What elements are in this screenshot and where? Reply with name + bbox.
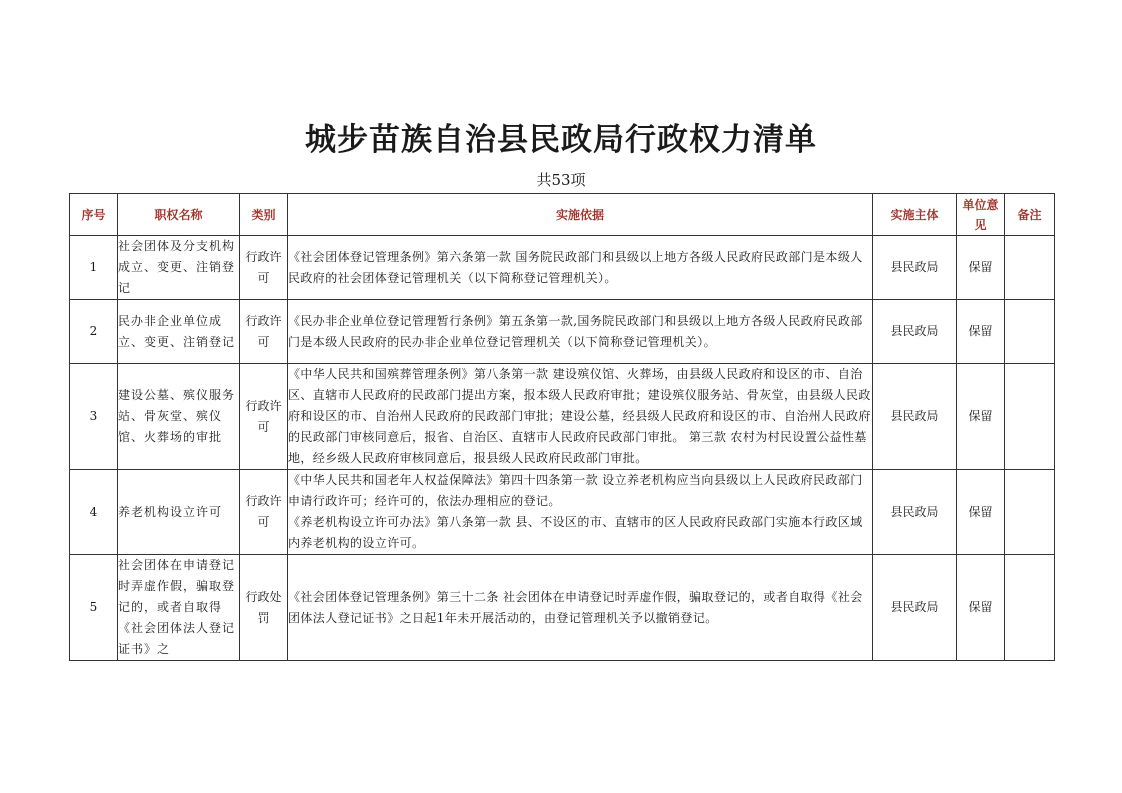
table-row bbox=[70, 236, 1055, 300]
page-title: 城步苗族自治县民政局行政权力清单 bbox=[305, 122, 817, 158]
cell-subject: 县民政局 bbox=[873, 470, 957, 555]
header-index: 序号 bbox=[70, 194, 118, 236]
cell-basis bbox=[288, 470, 873, 555]
cell-index: 1 bbox=[70, 236, 118, 300]
cell-name: 建设公墓、殡仪服务站、骨灰堂、殡仪馆、火葬场的审批 bbox=[118, 364, 240, 470]
cell-name bbox=[118, 555, 240, 661]
table-header-row bbox=[70, 194, 1055, 236]
cell-category: 行政处罚 bbox=[240, 555, 288, 661]
cell-basis bbox=[288, 300, 873, 364]
cell-remark bbox=[1005, 555, 1055, 661]
basis-text: 《中华人民共和国殡葬管理条例》第八条第一款 建设殡仪馆、火葬场，由县级人民政府和设区的市、自治区、直辖市人民政府的民政部门提出方案，报本级人民政府审批；建设殡仪服务站、骨灰堂，由县级人民政府和设区的市、自治州人民政府的民政部门审批；建设公墓，经县级人民政府和设区的市、自治州人民政府的民政部门审核同意后，报省、自治区、直辖市人民政府民政部门审批。 第三款 农村为村民设置公益性墓地，经乡级人民政府审核同意后，报县级人民政府民政部门审批。 bbox=[288, 367, 871, 465]
table-row bbox=[70, 364, 1055, 470]
header-opinion: 单位意见 bbox=[957, 194, 1005, 236]
cell-opinion: 保留 bbox=[957, 555, 1005, 661]
cell-basis bbox=[288, 364, 873, 470]
cell-remark bbox=[1005, 470, 1055, 555]
cell-index: 3 bbox=[70, 364, 118, 470]
basis-text: 《社会团体登记管理条例》第六条第一款 国务院民政部门和县级以上地方各级人民政府民政部门是本级人民政府的社会团体登记管理机关（以下简称登记管理机关）。 bbox=[288, 249, 863, 285]
cell-subject: 县民政局 bbox=[873, 364, 957, 470]
cell-name: 养老机构设立许可 bbox=[118, 470, 240, 555]
cell-remark bbox=[1005, 300, 1055, 364]
cell-subject: 县民政局 bbox=[873, 555, 957, 661]
cell-opinion: 保留 bbox=[957, 236, 1005, 300]
header-name: 职权名称 bbox=[118, 194, 240, 236]
cell-category: 行政许可 bbox=[240, 236, 288, 300]
basis-text: 《中华人民共和国老年人权益保障法》第四十四条第一款 设立养老机构应当向县级以上人民政府民政部门申请行政许可；经许可的，依法办理相应的登记。 bbox=[288, 473, 863, 508]
header-subject: 实施主体 bbox=[873, 194, 957, 236]
cell-remark bbox=[1005, 364, 1055, 470]
cell-basis bbox=[288, 555, 873, 661]
cell-remark bbox=[1005, 236, 1055, 300]
basis-text: 《民办非企业单位登记管理暂行条例》第五条第一款,国务院民政部门和县级以上地方各级人民政府民政部门是本级人民政府的民办非企业单位登记管理机关（以下简称登记管理机关）。 bbox=[288, 313, 863, 349]
table-row bbox=[70, 555, 1055, 661]
header-category: 类别 bbox=[240, 194, 288, 236]
cell-opinion: 保留 bbox=[957, 470, 1005, 555]
cell-name: 民办非企业单位成立、变更、注销登记 bbox=[118, 300, 240, 364]
table-row bbox=[70, 470, 1055, 555]
cell-category: 行政许可 bbox=[240, 470, 288, 555]
header-remark: 备注 bbox=[1005, 194, 1055, 236]
cell-category: 行政许可 bbox=[240, 364, 288, 470]
cell-index: 5 bbox=[70, 555, 118, 661]
total-count: 共53项 bbox=[536, 171, 586, 189]
cell-basis bbox=[288, 236, 873, 300]
cell-opinion: 保留 bbox=[957, 364, 1005, 470]
cell-name: 社会团体及分支机构成立、变更、注销登记 bbox=[118, 236, 240, 300]
cell-subject: 县民政局 bbox=[873, 300, 957, 364]
header-basis: 实施依据 bbox=[288, 194, 873, 236]
basis-text: 《养老机构设立许可办法》第八条第一款 县、不设区的市、直辖市的区人民政府民政部门实施本行政区域内养老机构的设立许可。 bbox=[288, 515, 863, 550]
cell-category: 行政许可 bbox=[240, 300, 288, 364]
cell-name-text: 社会团体在申请登记时弄虚作假，骗取登记的，或者自取得《社会团体法人登记证书》之 bbox=[118, 558, 236, 656]
basis-text: 《社会团体登记管理条例》第三十二条 社会团体在申请登记时弄虚作假，骗取登记的，或者自取得《社会团体法人登记证书》之日起1年未开展活动的，由登记管理机关予以撤销登记。 bbox=[288, 589, 863, 625]
cell-opinion: 保留 bbox=[957, 300, 1005, 364]
power-list-table bbox=[69, 193, 1055, 661]
table-row bbox=[70, 300, 1055, 364]
cell-index: 4 bbox=[70, 470, 118, 555]
cell-index: 2 bbox=[70, 300, 118, 364]
cell-subject: 县民政局 bbox=[873, 236, 957, 300]
